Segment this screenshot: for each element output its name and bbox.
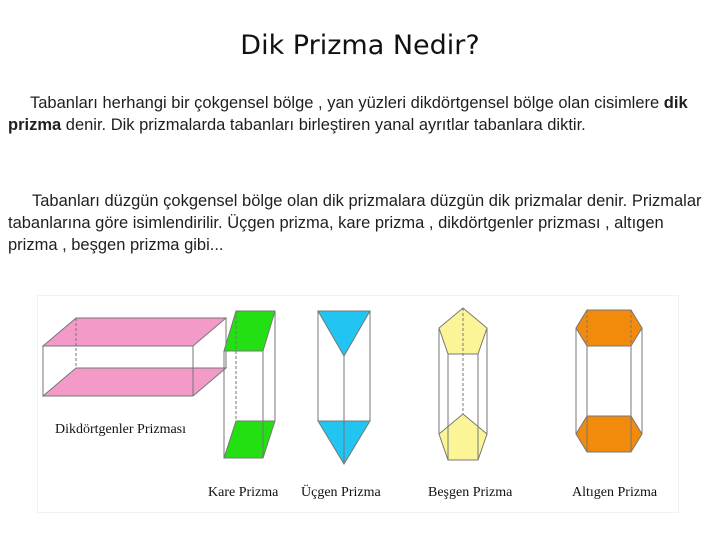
square-prism-top — [224, 311, 275, 351]
hexagonal-prism — [576, 310, 642, 452]
definition-text-end: denir. Dik prizmalarda tabanları birleştiren yanal ayrıtlar tabanlara diktir. — [61, 116, 586, 134]
caption-hexagonal-prism: Altıgen Prizma — [572, 485, 658, 500]
caption-rectangular-prism: Dikdörtgenler Prizması — [55, 422, 187, 437]
regular-prism-paragraph — [8, 190, 714, 256]
prism-figure — [38, 296, 678, 512]
hexagonal-prism-top — [576, 310, 642, 346]
regular-prism-text: Tabanları düzgün çokgensel bölge olan dik prizmalara düzgün dik prizmalar denir. Prizmalar tabanlarına göre isimlendirilir. Üçgen prizma, kare prizma , dikdörtgenler prizması , altıgen prizma , beşgen prizma gibi... — [8, 192, 702, 254]
caption-triangular-prism: Üçgen Prizma — [301, 485, 381, 500]
triangular-prism-top — [318, 311, 370, 356]
rectangular-prism-top — [43, 318, 226, 346]
prism-drawings — [38, 296, 678, 512]
pentagonal-prism-bottom — [439, 414, 487, 460]
definition-term: dik prizma — [8, 94, 688, 134]
page-title: Dik Prizma Nedir? — [240, 30, 480, 61]
definition-paragraph — [8, 92, 714, 136]
square-prism-bottom — [224, 421, 275, 458]
definition-text-start: Tabanları herhangi bir çokgensel bölge , yan yüzleri dikdörtgensel bölge olan cisimlere — [30, 94, 664, 112]
hexagonal-prism-bottom — [576, 416, 642, 452]
rectangular-prism — [43, 318, 226, 396]
triangular-prism — [318, 311, 370, 464]
rectangular-prism-bottom — [43, 368, 226, 396]
pentagonal-prism — [439, 308, 487, 460]
square-prism — [224, 311, 275, 458]
caption-square-prism: Kare Prizma — [208, 485, 279, 500]
caption-pentagonal-prism: Beşgen Prizma — [428, 485, 513, 500]
